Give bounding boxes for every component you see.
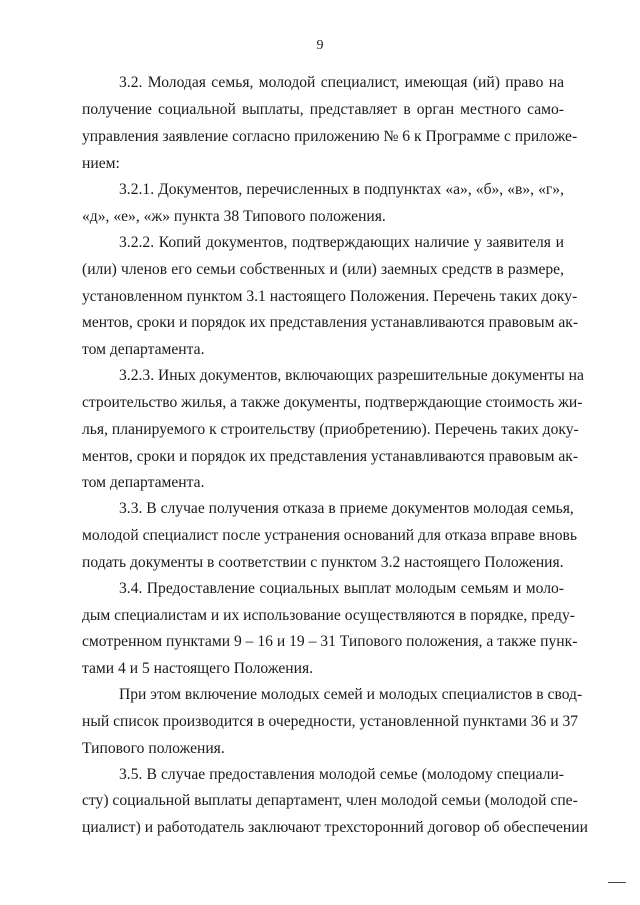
text-line: тами 4 и 5 настоящего Положения. (82, 660, 314, 677)
text-line: установленном пунктом 3.1 настоящего Положения. Перечень таких доку- (82, 288, 578, 305)
text-line: «д», «е», «ж» пункта 38 Типового положения. (82, 208, 386, 225)
text-line: 3.5. В случае предоставления молодой семье (молодому специали- (119, 766, 564, 783)
text-line: ный список производится в очередности, установленной пунктами 36 и 37 (82, 713, 579, 730)
text-line: строительство жилья, а также документы, подтверждающие стоимость жи- (82, 394, 583, 411)
text-line: 3.2.1. Документов, перечисленных в подпунктах «а», «б», «в», «г», (119, 181, 564, 198)
text-line: лья, планируемого к строительству (приобретению). Перечень таких доку- (82, 421, 579, 438)
text-line: ментов, сроки и порядок их представления устанавливаются правовым ак- (82, 314, 579, 331)
text-line: сту) социальной выплаты департамент, член молодой семьи (молодой спе- (82, 792, 578, 809)
text-line: циалист) и работодатель заключают трехсторонний договор об обеспечении (82, 819, 588, 836)
text-line: 3.2.2. Копий документов, подтверждающих наличие у заявителя и (119, 234, 564, 251)
text-line: подать документы в соответствии с пунктом 3.2 настоящего Положения. (82, 554, 564, 571)
text-line: смотренном пунктами 9 – 16 и 19 – 31 Типового положения, а также пунк- (82, 633, 578, 650)
text-line: том департамента. (82, 341, 205, 358)
text-line: ментов, сроки и порядок их представления устанавливаются правовым ак- (82, 448, 579, 465)
text-line: 3.4. Предоставление социальных выплат молодым семьям и моло- (119, 580, 564, 597)
text-line: 3.2. Молодая семья, молодой специалист, имеющая (ий) право на (119, 74, 564, 91)
text-line: управления заявление согласно приложению № 6 к Программе с приложе- (82, 128, 578, 145)
text-line: дым специалистам и их использование осуществляются в порядке, преду- (82, 607, 575, 624)
text-line: нием: (82, 155, 120, 172)
page-number: 9 (316, 38, 324, 53)
text-line: 3.2.3. Иных документов, включающих разрешительные документы на (119, 367, 584, 384)
text-line: Типового положения. (82, 740, 225, 757)
text-line: (или) членов его семьи собственных и (или) заемных средств в размере, (82, 261, 564, 278)
text-line: том департамента. (82, 474, 205, 491)
text-line: получение социальной выплаты, представляет в орган местного само- (82, 101, 564, 118)
corner-mark (608, 882, 626, 883)
text-line: 3.3. В случае получения отказа в приеме документов молодая семья, (119, 500, 574, 517)
text-line: молодой специалист после устранения оснований для отказа вправе вновь (82, 527, 577, 544)
text-line: При этом включение молодых семей и молодых специалистов в свод- (119, 686, 583, 703)
